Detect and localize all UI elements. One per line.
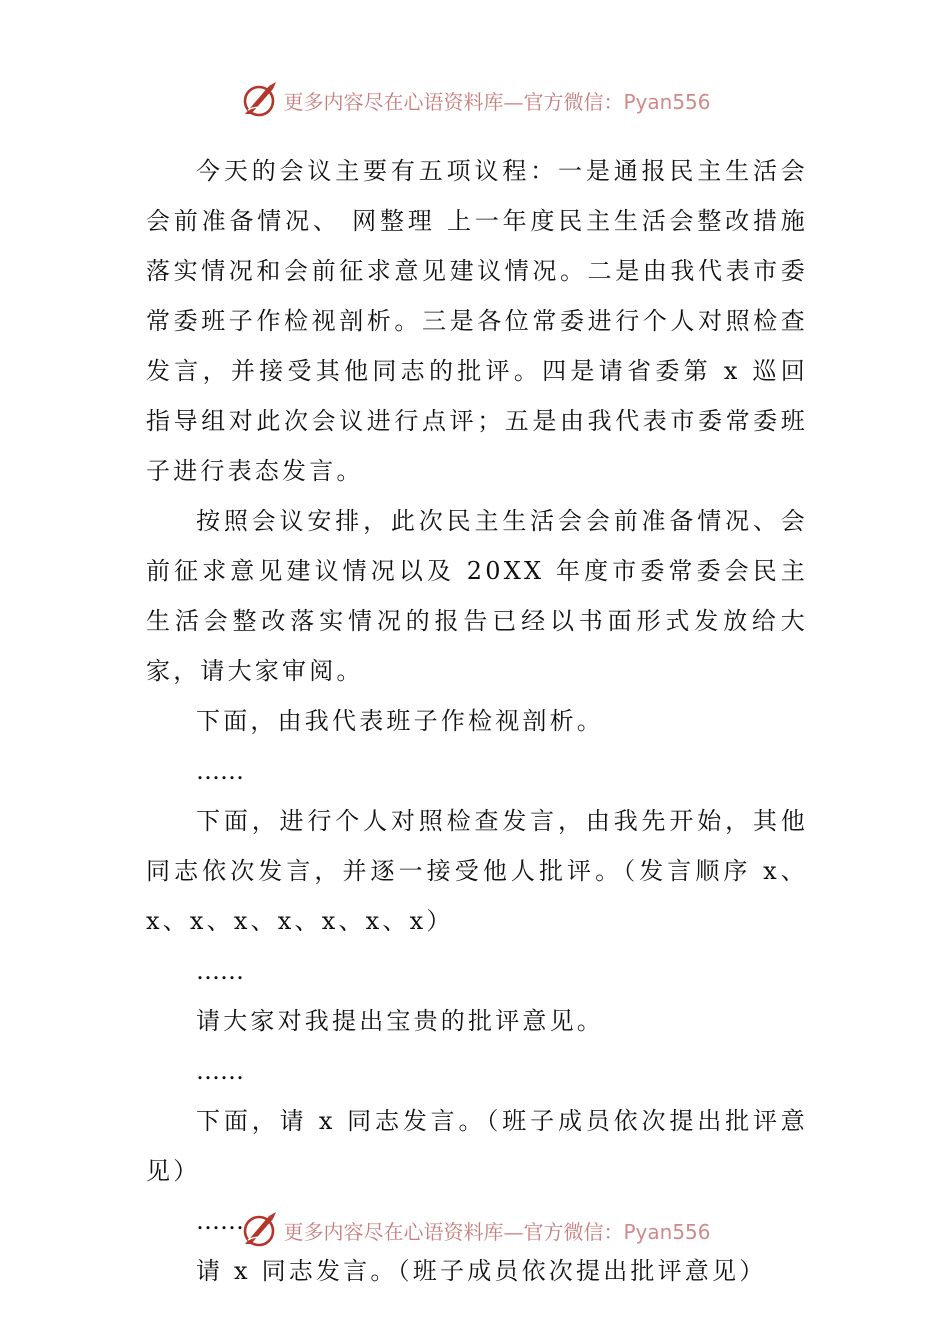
ellipsis: …… bbox=[196, 1057, 244, 1085]
ellipsis: …… bbox=[196, 757, 244, 785]
paragraph: 按照会议安排，此次民主生活会会前准备情况、会前征求意见建议情况以及 20XX 年度市委常委会民主生活会整改落实情况的报告已经以书面形式发放给大家，请大家审阅。 bbox=[146, 507, 808, 685]
paragraph: 下面，请 x 同志发言。（班子成员依次提出批评意见） bbox=[146, 1107, 808, 1185]
banner-text bbox=[283, 1216, 710, 1245]
paragraph: 下面，进行个人对照检查发言，由我先开始，其他同志依次发言，并逐一接受他人批评。（发言顺序 x、x、x、x、x、x、x、x） bbox=[146, 807, 808, 935]
ellipsis: …… bbox=[196, 957, 244, 985]
header-banner bbox=[0, 78, 950, 122]
banner-label: 更多内容尽在心语资料库—官方微信： bbox=[283, 1219, 624, 1244]
wechat-id: Pyan556 bbox=[623, 1219, 711, 1244]
paragraph: 今天的会议主要有五项议程：一是通报民主生活会会前准备情况、 网整理 上一年度民主生活会整改措施落实情况和会前征求意见建议情况。二是由我代表市委常委班子作检视剖析。三是各位常委进行个人对照检查发言，并接受其他同志的批评。四是请省委第 x 巡回指导组对此次会议进行点评；五是由我代表市委常委班子进行表态发言。 bbox=[146, 157, 808, 485]
footer-banner bbox=[0, 1208, 950, 1252]
document-body bbox=[146, 146, 808, 1296]
paragraph: 请 x 同志发言。（班子成员依次提出批评意见） bbox=[196, 1257, 767, 1285]
quill-pen-seal-icon bbox=[239, 1210, 279, 1250]
quill-pen-seal-icon bbox=[239, 80, 279, 120]
ellipsis: …… bbox=[196, 1207, 244, 1235]
banner-text bbox=[283, 86, 710, 115]
wechat-id: Pyan556 bbox=[623, 89, 711, 114]
paragraph: 请大家对我提出宝贵的批评意见。 bbox=[196, 1007, 604, 1035]
banner-label: 更多内容尽在心语资料库—官方微信： bbox=[283, 89, 624, 114]
paragraph: 下面，由我代表班子作检视剖析。 bbox=[196, 707, 604, 735]
